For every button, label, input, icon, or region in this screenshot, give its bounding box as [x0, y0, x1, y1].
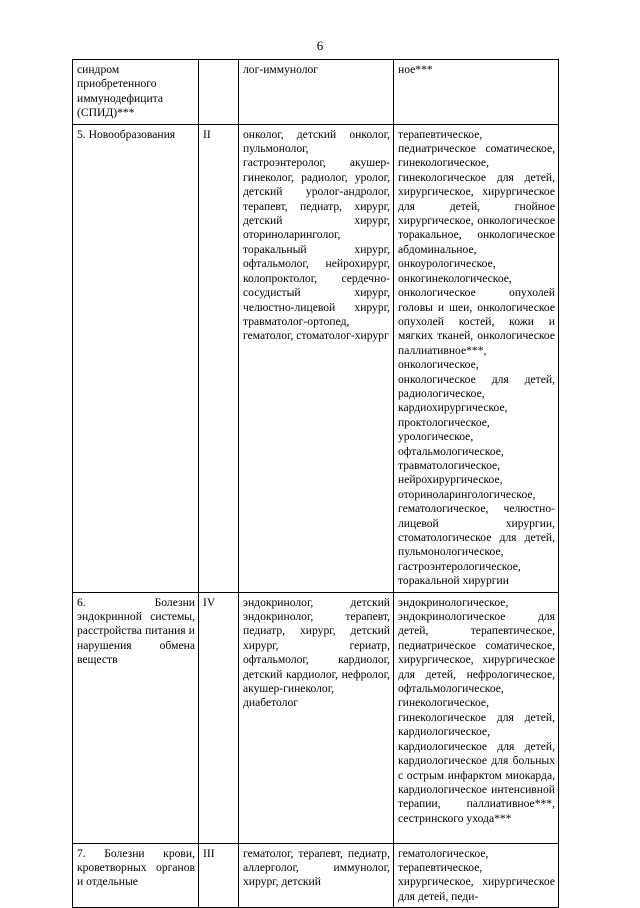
table-row [73, 843, 559, 908]
disease-cell: 7. Болезни крови, кроветворных органов и отдельные [73, 843, 199, 908]
specialists-cell: гематолог, терапевт, педиатр, аллерголог, иммунолог, хирург, детский [239, 843, 394, 908]
beds-cell: эндокринологическое, эндокринологическое для детей, терапевтическое, педиатрическое соматическое, хирургическое, хирургическое для детей, нефрологическое, офтальмологическое, гинекологическое, гинекологическое для детей, кардиологическое, кардиологическое для детей, кардиологическое для больных с острым инфарктом миокарда, кардиологическое интенсивной терапии, паллиативное***, сестринского ухода*** [394, 592, 559, 843]
page-number: 6 [316, 38, 324, 53]
disease-cell: 5. Новообразования [73, 124, 199, 592]
table-row [73, 592, 559, 843]
table-row [73, 124, 559, 592]
beds-cell: терапевтическое, педиатрическое соматическое, гинекологическое, гинекологическое для детей, хирургическое, хирургическое для детей, гнойное хирургическое, онкологическое торакальное, онкологическое абдоминальное, онкоурологическое, онкогинекологическое, онкологическое опухолей головы и шеи, онкологическое опухолей костей, кожи и мягких тканей, онкологическое паллиативное***, онкологическое, онкологическое для детей, радиологическое, кардиохирургическое, проктологическое, урологическое, офтальмологическое, травматологическое, нейрохирургическое, оториноларингологическое, гематологическое, челюстно-лицевой хирургии, стоматологическое для детей, пульмонологическое, гастроэнтерологическое, торакальной хирургии [394, 124, 559, 592]
table-row [73, 60, 559, 125]
specialists-cell: эндокринолог, детский эндокринолог, терапевт, педиатр, хирург, детский хирург, гериатр, офтальмолог, кардиолог, детский кардиолог, нефролог, акушер-гинеколог, диабетолог [239, 592, 394, 843]
class-cell: III [199, 843, 239, 908]
disease-cell: 6. Болезни эндокринной системы, расстройства питания и нарушения обмена веществ [73, 592, 199, 843]
disease-cell: синдром приобретенного иммунодефицита (СПИД)*** [73, 60, 199, 125]
beds-cell: гематологическое, терапевтическое, хирургическое, хирургическое для детей, педи- [394, 843, 559, 908]
specialists-cell: лог-иммунолог [239, 60, 394, 125]
specialists-cell: онколог, детский онколог, пульмонолог, гастроэнтеролог, акушер-гинеколог, радиолог, уролог, детский уролог-андролог, терапевт, педиатр, хирург, детский хирург, оториноларинголог, торакальный хирург, офтальмолог, нейрохирург, колопроктолог, сердечно-сосудистый хирург, челюстно-лицевой хирург, травматолог-ортопед, гематолог, стоматолог-хирург [239, 124, 394, 592]
medical-profile-table [72, 59, 559, 908]
beds-cell: ное*** [394, 60, 559, 125]
class-cell: IV [199, 592, 239, 843]
class-cell [199, 60, 239, 125]
class-cell: II [199, 124, 239, 592]
